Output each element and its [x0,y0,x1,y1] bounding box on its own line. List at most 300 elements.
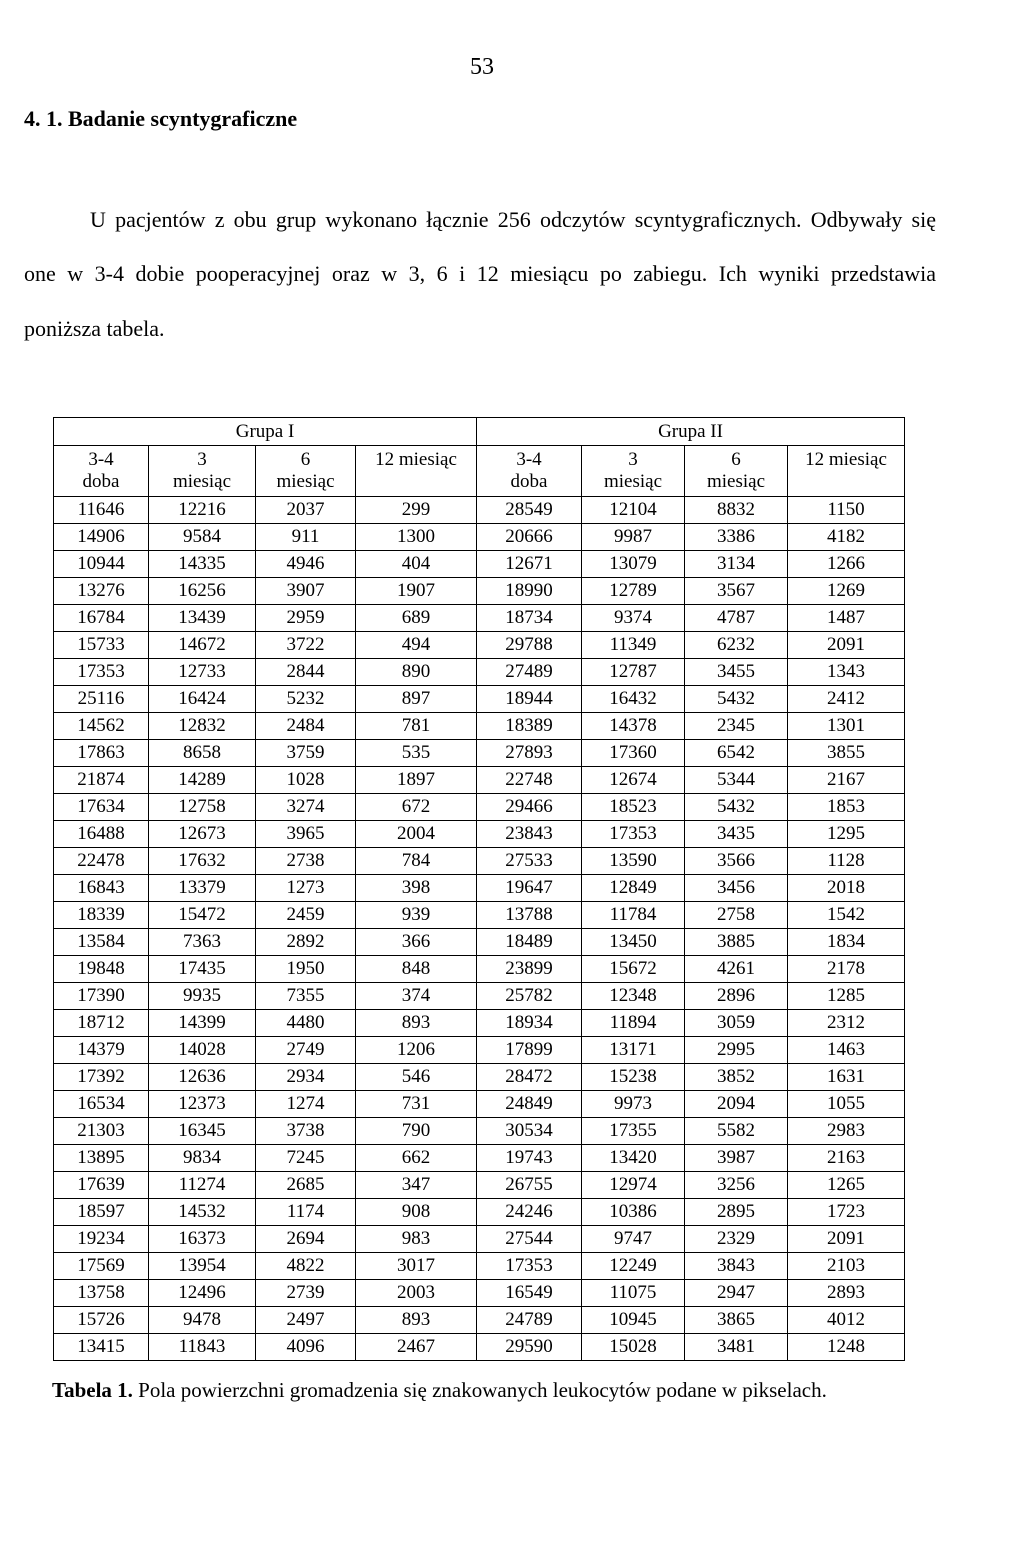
table-cell: 9834 [149,1145,256,1172]
table-cell: 3965 [256,821,356,848]
table-row [54,1307,905,1334]
column-header-row [54,446,905,497]
table-cell: 11646 [54,497,149,524]
table-cell: 3134 [685,551,788,578]
table-row [54,1172,905,1199]
table-cell: 1723 [788,1199,905,1226]
table-cell: 6542 [685,740,788,767]
table-cell: 2739 [256,1280,356,1307]
table-cell: 17639 [54,1172,149,1199]
table-row [54,605,905,632]
table-cell: 2738 [256,848,356,875]
table-cell: 662 [356,1145,477,1172]
table-cell: 3256 [685,1172,788,1199]
table-cell: 893 [356,1307,477,1334]
table-cell: 7355 [256,983,356,1010]
table-cell: 14335 [149,551,256,578]
table-cell: 16488 [54,821,149,848]
table-cell: 12496 [149,1280,256,1307]
table-cell: 4787 [685,605,788,632]
table-cell: 908 [356,1199,477,1226]
table-row [54,983,905,1010]
table-row [54,1091,905,1118]
table-cell: 28549 [477,497,582,524]
table-cell: 1128 [788,848,905,875]
paragraph-line-3: poniższa tabela. [24,316,165,341]
table-cell: 13276 [54,578,149,605]
table-cell: 535 [356,740,477,767]
table-cell: 546 [356,1064,477,1091]
table-cell: 10944 [54,551,149,578]
table-cell: 18489 [477,929,582,956]
table-cell: 17360 [582,740,685,767]
paragraph-line-2: one w 3-4 dobie pooperacyjnej oraz w 3, 6 i 12 miesiącu po zabiegu. Ich wyniki przedstawia [24,261,936,286]
table-cell: 13758 [54,1280,149,1307]
table-cell: 16784 [54,605,149,632]
table-cell: 23899 [477,956,582,983]
table-cell: 14028 [149,1037,256,1064]
table-cell: 2467 [356,1334,477,1361]
table-cell: 2497 [256,1307,356,1334]
table-cell: 3843 [685,1253,788,1280]
table-cell: 2163 [788,1145,905,1172]
table-cell: 11075 [582,1280,685,1307]
table-cell: 2329 [685,1226,788,1253]
table-cell: 13420 [582,1145,685,1172]
table-cell: 12787 [582,659,685,686]
table-cell: 1853 [788,794,905,821]
table-cell: 12673 [149,821,256,848]
table-cell: 14289 [149,767,256,794]
group-header-1: Grupa I [54,418,477,446]
table-cell: 10945 [582,1307,685,1334]
column-header [256,446,356,497]
table-cell: 13895 [54,1145,149,1172]
table-cell: 1285 [788,983,905,1010]
table-cell: 2995 [685,1037,788,1064]
table-cell: 18934 [477,1010,582,1037]
table-row [54,551,905,578]
table-cell: 15472 [149,902,256,929]
table-cell: 689 [356,605,477,632]
column-header-line-2: doba [510,471,548,492]
table-row [54,875,905,902]
table-cell: 3738 [256,1118,356,1145]
table-cell: 13415 [54,1334,149,1361]
table-cell: 983 [356,1226,477,1253]
results-table [53,417,905,1361]
table-cell: 13590 [582,848,685,875]
table-row [54,1199,905,1226]
table-cell: 784 [356,848,477,875]
table-row [54,740,905,767]
table-cell: 15028 [582,1334,685,1361]
table-row [54,956,905,983]
group-header-2: Grupa II [477,418,905,446]
table-cell: 13788 [477,902,582,929]
table-cell: 9935 [149,983,256,1010]
table-cell: 347 [356,1172,477,1199]
table-body [54,497,905,1361]
table-cell: 13584 [54,929,149,956]
table-cell: 672 [356,794,477,821]
table-cell: 2892 [256,929,356,956]
column-header-line-1: 6 [731,449,741,470]
table-cell: 13439 [149,605,256,632]
table-cell: 12249 [582,1253,685,1280]
table-cell: 911 [256,524,356,551]
table-cell: 3987 [685,1145,788,1172]
table-row [54,1037,905,1064]
table-cell: 10386 [582,1199,685,1226]
table-cell: 1028 [256,767,356,794]
table-cell: 398 [356,875,477,902]
table-row [54,497,905,524]
table-cell: 9584 [149,524,256,551]
table-cell: 2167 [788,767,905,794]
table-cell: 9987 [582,524,685,551]
table-cell: 27533 [477,848,582,875]
table-cell: 2484 [256,713,356,740]
table-cell: 374 [356,983,477,1010]
table-cell: 17569 [54,1253,149,1280]
table-cell: 18712 [54,1010,149,1037]
table-cell: 1300 [356,524,477,551]
table-cell: 9747 [582,1226,685,1253]
table-cell: 3435 [685,821,788,848]
table-cell: 3567 [685,578,788,605]
table-cell: 16843 [54,875,149,902]
table-cell: 27544 [477,1226,582,1253]
column-header-line-1: 12 miesiąc [375,449,457,470]
table-cell: 939 [356,902,477,929]
column-header-line-2 [356,471,476,493]
table-cell: 12733 [149,659,256,686]
table-cell: 17353 [582,821,685,848]
column-header-line-1: 3-4 [88,449,114,470]
table-cell: 14532 [149,1199,256,1226]
table-cell: 1150 [788,497,905,524]
table-cell: 1273 [256,875,356,902]
table-cell: 3852 [685,1064,788,1091]
column-header [582,446,685,497]
table-cell: 27893 [477,740,582,767]
table-cell: 3907 [256,578,356,605]
table-cell: 4096 [256,1334,356,1361]
table-cell: 17435 [149,956,256,983]
table-cell: 16534 [54,1091,149,1118]
table-cell: 3456 [685,875,788,902]
table-cell: 22748 [477,767,582,794]
table-cell: 299 [356,497,477,524]
table-cell: 2749 [256,1037,356,1064]
table-cell: 13954 [149,1253,256,1280]
table-cell: 5344 [685,767,788,794]
table-cell: 4261 [685,956,788,983]
table-cell: 2844 [256,659,356,686]
table-cell: 5582 [685,1118,788,1145]
table-cell: 2103 [788,1253,905,1280]
table-cell: 2934 [256,1064,356,1091]
table-cell: 2896 [685,983,788,1010]
table-cell: 3455 [685,659,788,686]
table-cell: 3759 [256,740,356,767]
table-cell: 17863 [54,740,149,767]
table-cell: 25116 [54,686,149,713]
table-cell: 731 [356,1091,477,1118]
table-caption [52,1378,827,1403]
table-cell: 16345 [149,1118,256,1145]
table-cell: 2758 [685,902,788,929]
table-row [54,524,905,551]
table-cell: 366 [356,929,477,956]
table-cell: 12216 [149,497,256,524]
column-header-line-2: doba [82,471,120,492]
table-row [54,632,905,659]
table-cell: 5432 [685,794,788,821]
table-cell: 4946 [256,551,356,578]
table-cell: 27489 [477,659,582,686]
table-cell: 29466 [477,794,582,821]
table-cell: 2947 [685,1280,788,1307]
column-header [54,446,149,497]
table-cell: 13171 [582,1037,685,1064]
table-cell: 15726 [54,1307,149,1334]
table-row [54,902,905,929]
table-cell: 8832 [685,497,788,524]
table-cell: 19743 [477,1145,582,1172]
page-number: 53 [470,54,494,80]
table-cell: 17899 [477,1037,582,1064]
table-cell: 893 [356,1010,477,1037]
table-cell: 14399 [149,1010,256,1037]
table-cell: 13450 [582,929,685,956]
table-cell: 19647 [477,875,582,902]
table-cell: 12832 [149,713,256,740]
table-cell: 2018 [788,875,905,902]
table-cell: 2312 [788,1010,905,1037]
table-cell: 7363 [149,929,256,956]
table-row [54,1064,905,1091]
table-cell: 2959 [256,605,356,632]
table-cell: 3566 [685,848,788,875]
table-cell: 2003 [356,1280,477,1307]
table-cell: 1295 [788,821,905,848]
table-cell: 11843 [149,1334,256,1361]
table-cell: 30534 [477,1118,582,1145]
table-cell: 28472 [477,1064,582,1091]
table-cell: 1542 [788,902,905,929]
table-cell: 2694 [256,1226,356,1253]
table-cell: 9478 [149,1307,256,1334]
column-header-line-1: 12 miesiąc [805,449,887,470]
table-cell: 3481 [685,1334,788,1361]
table-cell: 1248 [788,1334,905,1361]
table-cell: 14378 [582,713,685,740]
table-cell: 15733 [54,632,149,659]
table-cell: 2983 [788,1118,905,1145]
table-row [54,578,905,605]
table-cell: 897 [356,686,477,713]
table-cell: 3017 [356,1253,477,1280]
table-cell: 3274 [256,794,356,821]
table-cell: 4012 [788,1307,905,1334]
table-row [54,794,905,821]
table-cell: 21303 [54,1118,149,1145]
table-cell: 494 [356,632,477,659]
table-cell: 4480 [256,1010,356,1037]
column-header-line-1: 3 [197,449,207,470]
table-row [54,686,905,713]
table-cell: 29788 [477,632,582,659]
table-cell: 16432 [582,686,685,713]
column-header-line-1: 6 [300,449,311,470]
group-header-row [54,418,905,446]
table-cell: 404 [356,551,477,578]
table-cell: 2685 [256,1172,356,1199]
table-cell: 13079 [582,551,685,578]
table-cell: 12758 [149,794,256,821]
table-cell: 26755 [477,1172,582,1199]
table-cell: 4822 [256,1253,356,1280]
table-cell: 1343 [788,659,905,686]
table-cell: 1907 [356,578,477,605]
table-cell: 4182 [788,524,905,551]
table-cell: 18597 [54,1199,149,1226]
table-cell: 18944 [477,686,582,713]
table-cell: 2091 [788,1226,905,1253]
paragraph-line-1: U pacjentów z obu grup wykonano łącznie 256 odczytów scyntygraficznych. Odbywały się [90,207,936,232]
table-cell: 17392 [54,1064,149,1091]
table-cell: 11894 [582,1010,685,1037]
table-cell: 3885 [685,929,788,956]
table-cell: 3722 [256,632,356,659]
table-cell: 25782 [477,983,582,1010]
column-header-line-2 [788,471,904,493]
table-cell: 790 [356,1118,477,1145]
table-cell: 18339 [54,902,149,929]
table-row [54,1334,905,1361]
table-cell: 2345 [685,713,788,740]
table-cell: 1265 [788,1172,905,1199]
table-cell: 17632 [149,848,256,875]
table-cell: 12849 [582,875,685,902]
table-cell: 1274 [256,1091,356,1118]
table-cell: 6232 [685,632,788,659]
table-cell: 1897 [356,767,477,794]
column-header [149,446,256,497]
table-row [54,929,905,956]
table-cell: 19234 [54,1226,149,1253]
table-cell: 24246 [477,1199,582,1226]
table-cell: 2412 [788,686,905,713]
table-cell: 15238 [582,1064,685,1091]
table-cell: 17390 [54,983,149,1010]
table-cell: 18523 [582,794,685,821]
table-cell: 13379 [149,875,256,902]
table-cell: 3865 [685,1307,788,1334]
table-cell: 18990 [477,578,582,605]
table-cell: 14379 [54,1037,149,1064]
table-cell: 3855 [788,740,905,767]
table-cell: 11784 [582,902,685,929]
table-row [54,1226,905,1253]
table-row [54,767,905,794]
table-cell: 1206 [356,1037,477,1064]
section-heading: 4. 1. Badanie scyntygraficzne [24,106,298,131]
table-cell: 2091 [788,632,905,659]
table-cell: 14672 [149,632,256,659]
table-cell: 1266 [788,551,905,578]
column-header [356,446,477,497]
table-cell: 24849 [477,1091,582,1118]
table-cell: 12789 [582,578,685,605]
table-cell: 1487 [788,605,905,632]
column-header-line-1: 3 [628,449,638,470]
table-cell: 781 [356,713,477,740]
table-cell: 24789 [477,1307,582,1334]
column-header-line-2: miesiąc [172,471,232,492]
table-cell: 1631 [788,1064,905,1091]
table-row [54,1010,905,1037]
table-cell: 16424 [149,686,256,713]
column-header [788,446,905,497]
table-row [54,713,905,740]
table-row [54,1253,905,1280]
table-cell: 1950 [256,956,356,983]
column-header-line-2: miesiąc [603,471,663,492]
table-cell: 15672 [582,956,685,983]
caption-text: Pola powierzchni gromadzenia się znakowanych leukocytów podane w pikselach. [132,1378,827,1402]
table-row [54,1280,905,1307]
caption-label: Tabela 1. [52,1378,133,1402]
table-cell: 16256 [149,578,256,605]
table-cell: 12674 [582,767,685,794]
table-cell: 12636 [149,1064,256,1091]
table-cell: 2459 [256,902,356,929]
table-cell: 29590 [477,1334,582,1361]
table-cell: 848 [356,956,477,983]
table-row [54,1118,905,1145]
table-cell: 22478 [54,848,149,875]
table-cell: 17353 [477,1253,582,1280]
table-cell: 23843 [477,821,582,848]
table-row [54,659,905,686]
table-cell: 2037 [256,497,356,524]
table-cell: 2094 [685,1091,788,1118]
table-row [54,848,905,875]
table-cell: 18389 [477,713,582,740]
table-cell: 1834 [788,929,905,956]
table-cell: 1463 [788,1037,905,1064]
table-cell: 9374 [582,605,685,632]
table-cell: 14562 [54,713,149,740]
table-cell: 3059 [685,1010,788,1037]
table-cell: 7245 [256,1145,356,1172]
table-cell: 2893 [788,1280,905,1307]
column-header [477,446,582,497]
table-cell: 2004 [356,821,477,848]
table-cell: 890 [356,659,477,686]
table-cell: 17634 [54,794,149,821]
table-cell: 5232 [256,686,356,713]
column-header-line-2: miesiąc [706,471,766,492]
table-cell: 8658 [149,740,256,767]
table-cell: 3386 [685,524,788,551]
table-cell: 11274 [149,1172,256,1199]
table-cell: 17355 [582,1118,685,1145]
table-cell: 17353 [54,659,149,686]
